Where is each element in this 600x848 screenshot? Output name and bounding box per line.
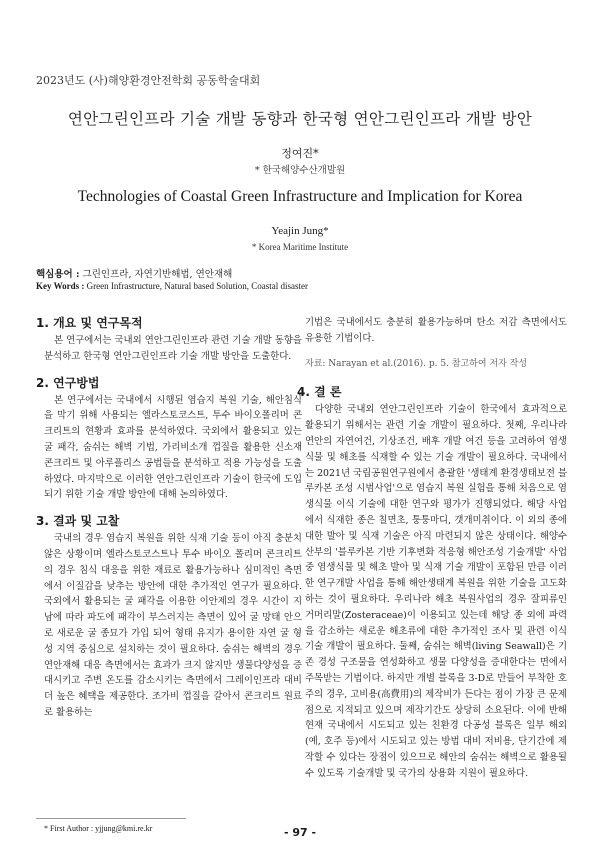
paper-title-korean: 연안그린인프라 기술 개발 동향과 한국형 연안그린인프라 개발 방안 — [67, 110, 533, 128]
section-heading-conclusion: 4. 결 론 — [297, 385, 342, 400]
page-number: - 97 - — [283, 826, 317, 839]
figure-source-note: 자료: Narayan et al.(2016). p. 5. 참고하여 저자 작성 — [305, 358, 528, 369]
section-text-overview: 본 연구에서는 국내외 연안그린인프라 관련 기술 개발 동향을 분석하고 한국형 연안그린인프라 기술 개발 방안을 도출한다. — [44, 335, 302, 362]
section-text-results: 국내의 경우 염습지 복원을 위한 식재 기술 등이 아직 충분치 않은 상황이며 엘라스토코스트나 투수 바이오 폴리머 콘크리트의 경우 침식 대응을 위한 재료로 활용가능하나 심미적인 측면에서 이질감을 낮추는 방안에 대한 추가적인 연구가 필요하다. 국외에서 활용되는 굴 패각을 이용한 이안제의 경우 시간이 지남에 따라 파도에 패각이 부스러지는 측면이 있어 굴 망태 안으로 새로운 굴 종묘가 가입 되어 형태 유지가 용이한 자연 굴 형성 지역 중심으로 설치하는 것이 필요하다. 숨쉬는 해벽의 경우 연안재해 대응 측면에서는 효과가 크지 않지만 생물다양성을 증대시키고 주변 온도를 감소시키는 측면에서 그레이인프라 대비 더 높은 혜택을 제공한다. 조가비 껍질을 갈아서 콘크리트 원료로 활용하는 — [44, 533, 302, 718]
keywords-korean-text: 그린인프라, 자연기반해법, 연안재해 — [82, 269, 233, 280]
keywords-english-text: Green Infrastructure, Natural based Solution, Coastal disaster — [86, 281, 309, 291]
author-name-english: Yeajin Jung* — [271, 225, 329, 237]
section-text-method: 본 연구에서는 국내에서 시행된 염습지 복원 기술, 해안침식을 막기 위해 사용되는 엘라스토코스트, 투수 바이오폴리머 콘크리트의 현황과 효과를 분석하였다. 국외에서 활용되고 있는 굴 패각, 숨쉬는 해벽 기법, 가리비소개 껍질을 활용한 신소재 콘크리트 및 아루플리스 공법들을 분석하고 적용 가능성을 도출하였다. 마지막으로 이러한 연안그린인프라 기술이 한국에 도입되기 위한 기술 개발 방안에 대해 논의하였다. — [44, 394, 302, 501]
section-heading-overview: 1. 개요 및 연구목적 — [36, 316, 143, 330]
section-heading-results: 3. 결과 및 고찰 — [36, 514, 120, 529]
keywords-korean — [36, 266, 232, 280]
paper-title-english: Technologies of Coastal Green Infrastructure and Implication for Korea — [77, 188, 523, 205]
conference-header: 2023년도 (사)해양환경안전학회 공동학술대회 — [36, 74, 261, 87]
keywords-english — [36, 281, 308, 291]
section-heading-method: 2. 연구방법 — [36, 375, 100, 390]
right-column — [297, 315, 567, 792]
keywords-korean-label: 핵심용어 : — [36, 269, 80, 280]
footnote-first-author: * First Author : yjjung@kmi.re.kr — [44, 824, 153, 833]
section-text-conclusion: 다양한 국내외 연안그린인프라 기술이 한국에서 효과적으로 활용되기 위해서는 관련 기술 개발이 필요하다. 첫째, 우리나라 연안의 자연여건, 기상조건, 배후 개발 여건 등을 고려하여 염생식물 및 해초를 식재할 수 있는 기술 개발이 필요하다. 국내에서는 2021년 국립공원연구원에서 총괄한 '생태계 환경생태보전 블루카본 조성 시범사업'으로 염습지 복원 실험을 통해 처음으로 염생식물 이식 기술에 대한 연구와 평가가 진행되었다. 해당 사업에서 식재한 종은 칠면초, 퉁퉁마디, 갯개미취이다. 이 외의 종에 대한 발아 및 식재 기술은 아직 마련되지 않은 상태이다. 해양수산부의 '블루카본 기반 기후변화 적응형 해안조성 기술개발' 사업 중 염생식물 및 해초 발아 및 식재 기술 개발이 포함된 만큼 이러한 연구개발 사업을 통해 해안생태계 복원을 위한 기술을 고도화하는 것이 필요하다. 우리나라 해초 복원사업의 경우 잘피류인 거머리말(Zosteraceae)이 이용되고 있는데 해당 종 외에 파력을 감소하는 새로운 해초류에 대한 추가적인 조사 및 관련 이식 기술 개발이 필요하다. 둘째, 숨쉬는 해벽(living Seawall)은 기존 경성 구조물을 연성화하고 생물 다양성을 증대한다는 면에서 주목받는 기법이다. 하지만 개별 블록을 3-D로 만들어 부착한 호주의 경우, 고비용(高費用)의 제작비가 든다는 점이 가장 큰 문제점으로 지적되고 있으며 제작기간도 상당히 소요된다. 이에 반해 현재 국내에서 시도되고 있는 친환경 다공성 블록은 일부 해외(예, 호주 등)에서 시도되고 있는 방법 대비 저비용, 단기간에 제작할 수 있다는 장점이 있으므로 해안의 숨쉬는 해벽으로 활용될 수 있도록 기술개발 및 국가의 상용화 지원이 필요하다. — [305, 404, 567, 779]
author-affiliation-english: * Korea Maritime Institute — [251, 242, 349, 252]
left-column — [36, 315, 302, 731]
footnote-divider — [36, 818, 186, 819]
author-name-korean: 정여진* — [281, 147, 319, 160]
author-affiliation-korean: * 한국해양수산개발원 — [254, 165, 346, 176]
section-text-results-continued: 기법은 국내에서도 충분히 활용가능하며 탄소 저감 측면에서도 유용한 기법이다. — [305, 317, 567, 344]
keywords-english-label: Key Words : — [36, 281, 85, 291]
